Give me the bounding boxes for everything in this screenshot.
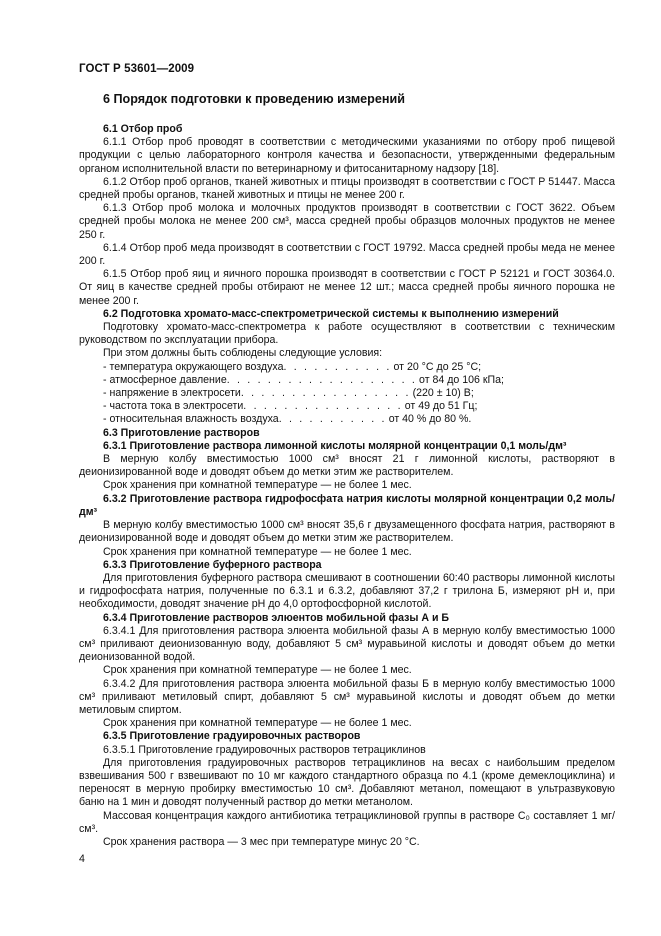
storage-note: Срок хранения при комнатной температуре — не более 1 мес. [103,717,412,730]
condition-temperature [103,361,615,374]
storage-note: Срок хранения при комнатной температуре — не более 1 мес. [103,479,412,492]
condition-label: - атмосферное давление [103,373,227,386]
paragraph-6-3-1: В мерную колбу вместимостью 1000 см³ вносят 21 г лимонной кислоты, растворяют в деионизированной воде и доводят объем до метки этим же растворителем. [79,453,615,479]
condition-leader-dots: . . . . . . . . . . . . . . . . . . . [226,373,418,386]
paragraph-6-2-conditions-lead: При этом должны быть соблюдены следующие условия: [103,347,383,360]
subsection-6-1-title: 6.1 Отбор проб [103,123,183,135]
condition-value: (220 ± 10) В; [412,387,474,400]
paragraph-6-3-2: В мерную колбу вместимостью 1000 см³ вносят 35,6 г двузамещенного фосфата натрия, растворяют в деионизированной воде и доводят объем до метки этим же растворителем. [79,519,615,545]
paragraph-6-3-3: Для приготовления буферного раствора смешивают в соотношении 60:40 растворы лимонной кислоты и гидрофосфата натрия, полученные по 6.3.1 и 6.3.2, добавляют 37,2 г трилона Б, измеряют pH и, при необходимости, доводят значение pH до 4,0 ортофосфорной кислотой. [79,571,615,611]
condition-voltage [103,387,615,400]
page-number: 4 [79,853,85,865]
condition-label: - относительная влажность воздуха [103,413,279,426]
paragraph-6-3-5-1: Для приготовления градуировочных растворов тетрациклинов на весах с наибольшим пределом взвешивания 500 г взвешивают по 10 мг каждого стандартного образца по 4.1 (кроме демеклоциклина) и переносят в мерную пробирку вместимостью 10 см³. Добавляют метанол, помещают в ультразвуковую баню на 1 мин и доводят полученный раствор до метки метанолом. [79,756,615,809]
paragraph-6-1-2: 6.1.2 Отбор проб органов, тканей животных и птицы производят в соответствии с ГОСТ Р 51447. Масса средней пробы органов, тканей животных и птицы не менее 200 г. [79,175,615,202]
storage-note: Срок хранения при комнатной температуре — не более 1 мес. [103,664,412,677]
paragraph-6-3-4-1: 6.3.4.1 Для приготовления раствора элюента мобильной фазы А в мерную колбу вместимостью 1000 см³ приливают деионизованную воду, добавляют 5 см³ муравьиной кислоты и доводят объем до метки деионизованной водой. [79,624,615,664]
heading-6-3-5-1: 6.3.5.1 Приготовление градуировочных растворов тетрациклинов [103,743,426,756]
subsection-6-3-title: 6.3 Приготовление растворов [103,426,260,439]
condition-value: от 20 °С до 25 °С; [393,360,482,373]
document-body [79,92,615,849]
condition-leader-dots: . . . . . . . . . . . . . . . . [243,400,403,413]
paragraph-6-1-4: 6.1.4 Отбор проб меда производят в соответствии с ГОСТ 19792. Масса средней пробы меда не менее 200 г. [79,241,615,268]
storage-note: Срок хранения при комнатной температуре — не более 1 мес. [103,545,412,558]
section-title: 6 Порядок подготовки к проведению измерений [103,92,405,106]
heading-6-3-4: 6.3.4 Приготовление растворов элюентов мобильной фазы А и Б [103,611,450,624]
condition-leader-dots: . . . . . . . . . . . . . . . . . [240,387,411,400]
condition-label: - напряжение в электросети [103,387,241,400]
subsection-6-2-title: 6.2 Подготовка хромато-масс-спектрометрической системы к выполнению измерений [103,307,559,320]
document-header-id: ГОСТ Р 53601—2009 [79,63,195,75]
condition-pressure [103,374,615,387]
condition-value: от 49 до 51 Гц; [404,400,478,413]
paragraph-storage-final: Срок хранения раствора — 3 мес при температуре минус 20 °С. [103,835,420,848]
paragraph-6-1-5: 6.1.5 Отбор проб яиц и яичного порошка производят в соответствии с ГОСТ Р 52121 и ГОСТ 30364.0. От яиц в качестве средней пробы отбирают не менее 12 шт.; масса средней пробы яичного порошка не менее 200 г. [79,268,615,307]
paragraph-6-2-intro: Подготовку хромато-масс-спектрометра к работе осуществляют в соответствии с техническим руководством по эксплуатации прибора. [79,321,615,347]
condition-frequency [103,400,615,413]
condition-leader-dots: . . . . . . . . . . . [278,413,387,426]
condition-label: - частота тока в электросети [103,400,244,413]
condition-value: от 40 % до 80 %. [388,413,472,426]
heading-6-3-5: 6.3.5 Приготовление градуировочных растворов [103,730,361,743]
paragraph-6-3-4-2: 6.3.4.2 Для приготовления раствора элюента мобильной фазы Б в мерную колбу вместимостью 1000 см³ приливают метиловый спирт, добавляют 5 см³ муравьиной кислоты и доводят объем до метки метиловым спиртом. [79,677,615,716]
condition-humidity [103,413,615,426]
heading-6-3-1: 6.3.1 Приготовление раствора лимонной кислоты молярной концентрации 0,1 моль/дм³ [103,439,567,452]
paragraph-6-1-3: 6.1.3 Отбор проб молока и молочных продуктов производят в соответствии с ГОСТ 3622. Объем средней пробы молока не менее 200 см³, масса средней пробы образцов молочных продуктов не менее 250 г. [79,202,615,241]
paragraph-mass-concentration: Массовая концентрация каждого антибиотика тетрациклиновой группы в растворе C₀ составляет 1 мг/см³. [79,809,615,835]
heading-6-3-3: 6.3.3 Приготовление буферного раствора [103,558,322,571]
condition-value: от 84 до 106 кПа; [419,373,504,386]
paragraph-6-1-1: 6.1.1 Отбор проб проводят в соответствии с методическими указаниями по отбору проб пищевой продукции с целью лабораторного контроля качества и безопасности, утвержденными федеральным органом исполнительной власти по ветеринарному и фитосанитарному надзору [18]. [79,136,615,175]
heading-6-3-2: 6.3.2 Приготовление раствора гидрофосфата натрия кислоты молярной концентрации 0,2 моль/дм³ [79,492,615,518]
condition-label: - температура окружающего воздуха [103,360,284,373]
condition-leader-dots: . . . . . . . . . . . [283,360,392,373]
